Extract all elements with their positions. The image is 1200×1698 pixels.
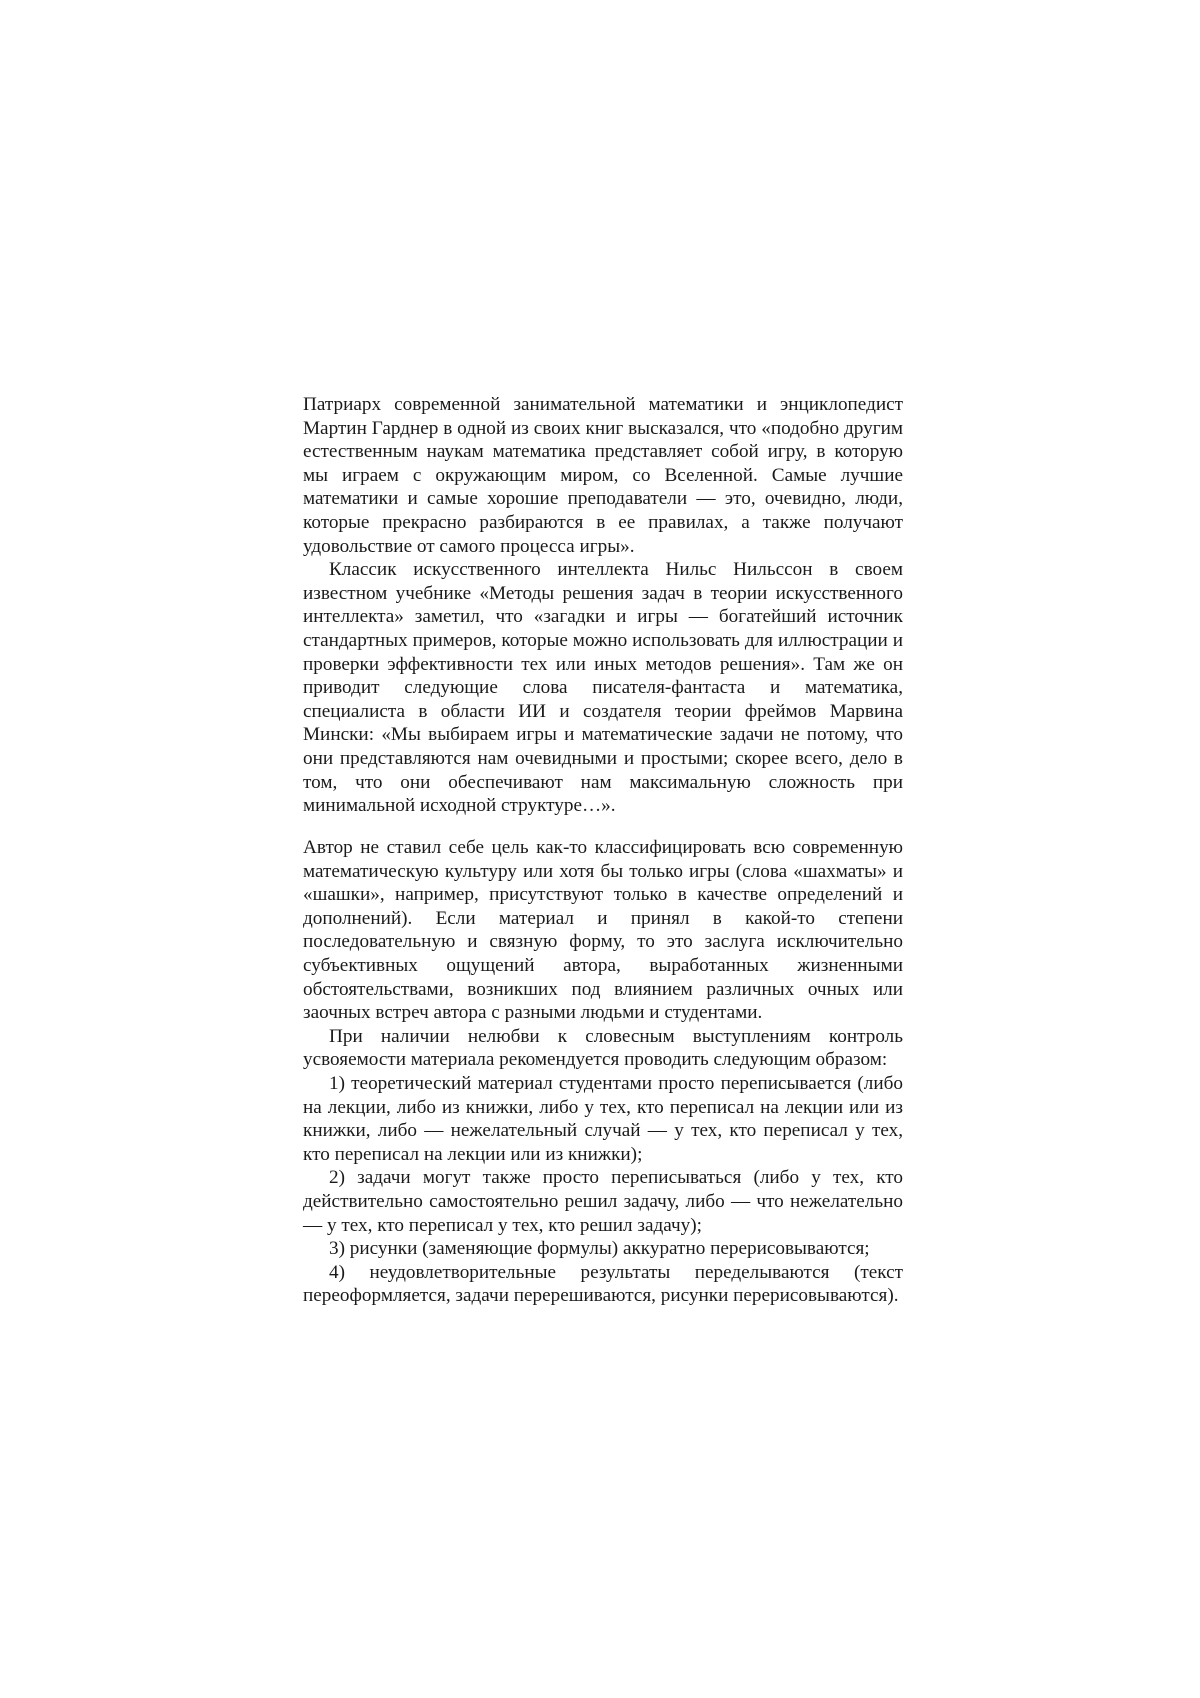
list-item-drawings: 3) рисунки (заменяющие формулы) аккуратно перерисовываются; [329, 1238, 870, 1260]
list-item-theory: 1) теоретический материал студентами просто переписывается (либо на лекции, либо из книжки, либо у тех, кто переписал на лекции или из книжки, либо — нежелательный случай — у тех, кто переписал у тех, кто переписал на лекции или из книжки); [303, 1072, 903, 1165]
paragraph-control-method: При наличии нелюбви к словесным выступлениям контроль усвояемости материала рекомендуется проводить следующим образом: [303, 1025, 903, 1071]
paragraph-author-intent: Автор не ставил себе цель как-то классифицировать всю современную математическую культуру или хотя бы только игры (слова «шахматы» и «шашки», например, присутствуют только в качестве определений и дополнений). Если материал и принял в какой-то степени последовательную и связную форму, то это заслуга исключительно субъективных ощущений автора, выработанных жизненными обстоятельствами, возникших под влиянием различных очных или заочных встреч автора с разными людьми и студентами. [303, 837, 903, 1024]
paragraph-gardner-quote: Патриарх современной занимательной математики и энциклопедист Мартин Гарднер в одной из своих книг высказался, что «подобно другим естественным наукам математика представляет собой игру, в которую мы играем с окружающим миром, со Вселенной. Самые лучшие математики и самые хорошие преподаватели — это, очевидно, люди, которые прекрасно разбираются в ее правилах, а также получают удовольствие от самого процесса игры». [303, 394, 903, 557]
epigraph-section [303, 393, 903, 818]
list-item-problems: 2) задачи могут также просто переписываться (либо у тех, кто действительно самостоятельно решил задачу, либо — что нежелательно — у тех, кто переписал у тех, кто решил задачу); [303, 1167, 903, 1236]
author-note-section [303, 836, 903, 1308]
list-item-redo: 4) неудовлетворительные результаты переделываются (текст переоформляется, задачи перерешиваются, рисунки перерисовываются). [303, 1261, 903, 1307]
paragraph-nilsson-quote: Классик искусственного интеллекта Нильс Нильссон в своем известном учебнике «Методы решения задач в теории искусственного интеллекта» заметил, что «загадки и игры — богатейший источник стандартных примеров, которые можно использовать для иллюстрации и проверки эффективности тех или иных методов решения». Там же он приводит следующие слова писателя-фантаста и математика, специалиста в области ИИ и создателя теории фреймов Марвина Мински: «Мы выбираем игры и математические задачи не потому, что они представляются нам очевидными и простыми; скорее всего, дело в том, что они обеспечивают нам максимальную сложность при минимальной исходной структуре…». [303, 559, 903, 817]
